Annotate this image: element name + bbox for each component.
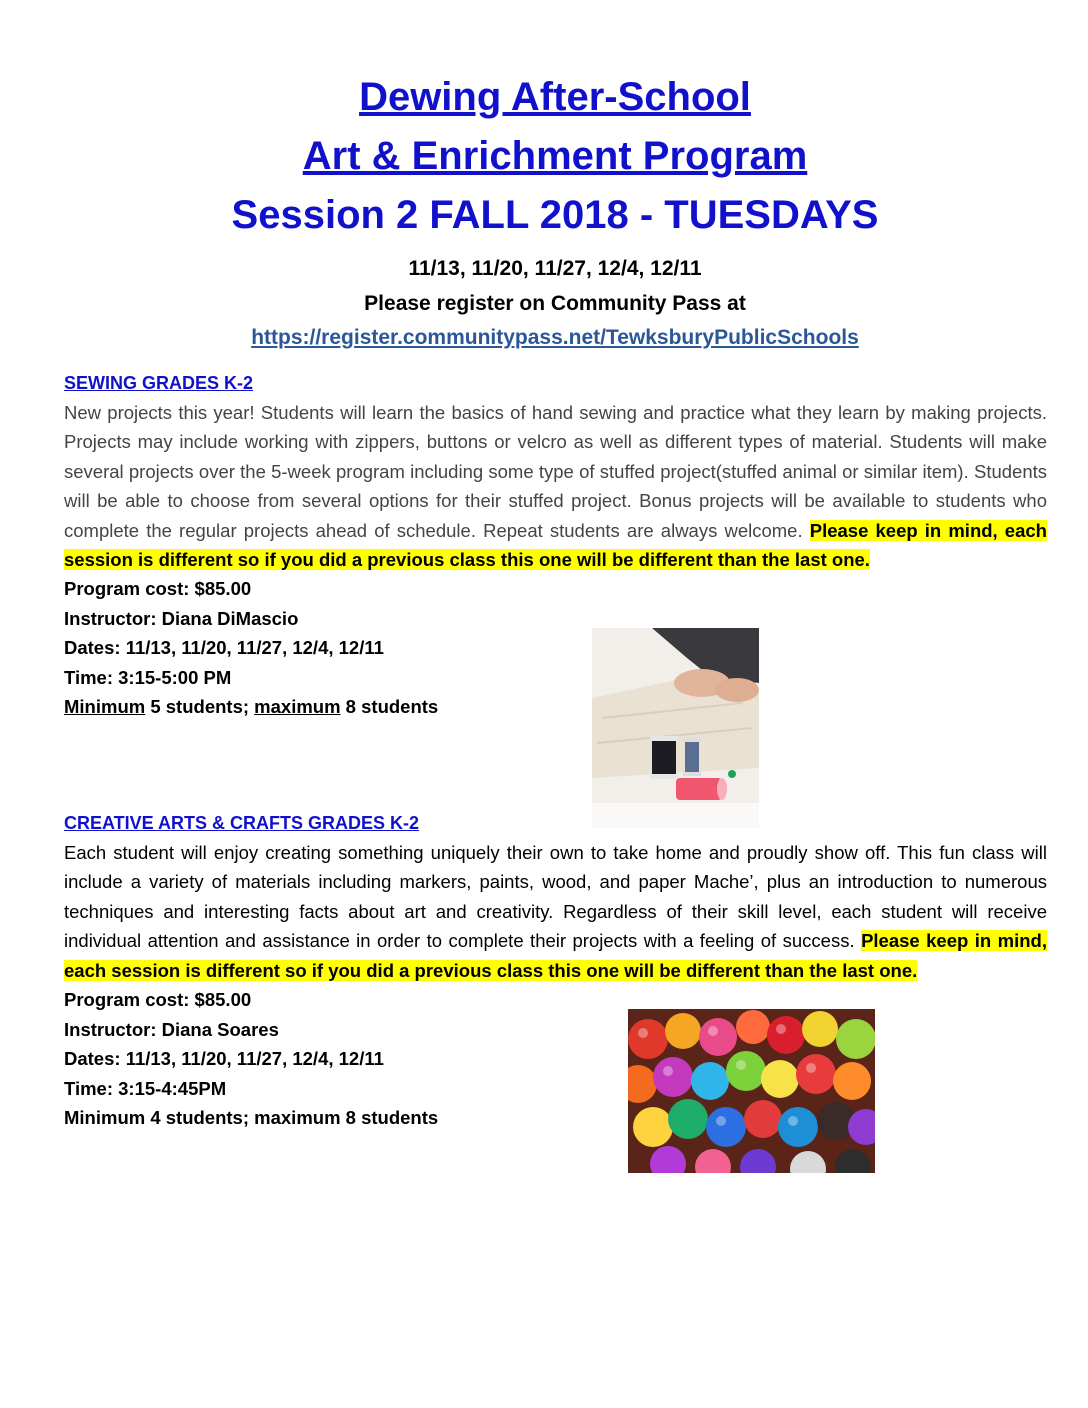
sewing-heading[interactable]: SEWING GRADES K-2 bbox=[64, 373, 254, 393]
crafts-section bbox=[64, 809, 1047, 1133]
crafts-enrollment: Minimum 4 students; maximum 8 students bbox=[64, 1107, 439, 1129]
title-line-1: Dewing After-School bbox=[359, 75, 751, 119]
crafts-dates: Dates: 11/13, 11/20, 11/27, 12/4, 12/11 bbox=[64, 1048, 384, 1070]
sewing-instructor: Instructor: Diana DiMascio bbox=[64, 607, 299, 629]
title-line-3: Session 2 FALL 2018 - TUESDAYS bbox=[231, 193, 879, 237]
sewing-max-rest: 8 students bbox=[340, 696, 439, 718]
sewing-section bbox=[64, 369, 1047, 722]
sewing-description-text: New projects this year! Students will learn the basics of hand sewing and practice what they learn by making projects. Projects may include working with zippers, buttons or velcro as well as different types of material. Students will make several projects over the 5-week program including some type of stuffed project(stuffed animal or similar item). Students will be able to choose from several options for their stuffed project. Bonus projects will be available to students who complete the regular projects ahead of schedule. Repeat students are always welcome. bbox=[64, 402, 1047, 541]
register-link[interactable]: https://register.communitypass.net/TewksburyPublicSchools bbox=[251, 326, 859, 349]
sewing-photo-image bbox=[592, 628, 759, 828]
register-text: Please register on Community Pass at bbox=[364, 292, 746, 315]
crafts-description bbox=[64, 838, 1047, 985]
session-dates: 11/13, 11/20, 11/27, 12/4, 12/11 bbox=[408, 257, 702, 280]
sewing-photo bbox=[592, 628, 759, 828]
sewing-details bbox=[64, 574, 1047, 722]
markers-photo-image bbox=[628, 1009, 875, 1173]
sewing-min-rest: 5 students; bbox=[145, 696, 255, 718]
sewing-min-word: Minimum bbox=[64, 696, 146, 718]
sewing-cost: Program cost: $85.00 bbox=[64, 578, 252, 600]
sewing-time: Time: 3:15-5:00 PM bbox=[64, 666, 232, 688]
crafts-details bbox=[64, 985, 1047, 1133]
crafts-instructor: Instructor: Diana Soares bbox=[64, 1018, 279, 1040]
crafts-highlight-note: Please keep in mind, each session is different so if you did a previous class this one will be different than the last one. bbox=[64, 930, 1047, 981]
sewing-description bbox=[64, 398, 1047, 574]
sewing-max-word: maximum bbox=[254, 696, 341, 718]
crafts-cost: Program cost: $85.00 bbox=[64, 989, 252, 1011]
sewing-highlight-note: Please keep in mind, each session is different so if you did a previous class this one will be different than the last one. bbox=[64, 519, 1047, 571]
title-line-2: Art & Enrichment Program bbox=[302, 134, 808, 178]
crafts-time: Time: 3:15-4:45PM bbox=[64, 1077, 227, 1099]
crafts-description-text: Each student will enjoy creating something uniquely their own to take home and proudly show off. This fun class will include a variety of materials including markers, paints, wood, and paper Mache’, plus an introduction to numerous techniques and interesting facts about art and creativity. Regardless of their skill level, each student will receive individual attention and assistance in order to complete their projects with a feeling of success. bbox=[64, 842, 1047, 952]
markers-photo bbox=[628, 1009, 875, 1173]
sewing-dates: Dates: 11/13, 11/20, 11/27, 12/4, 12/11 bbox=[64, 637, 384, 659]
crafts-heading[interactable]: CREATIVE ARTS & CRAFTS GRADES K-2 bbox=[64, 813, 420, 833]
title-block bbox=[0, 68, 1088, 355]
sewing-enrollment bbox=[64, 692, 1047, 722]
